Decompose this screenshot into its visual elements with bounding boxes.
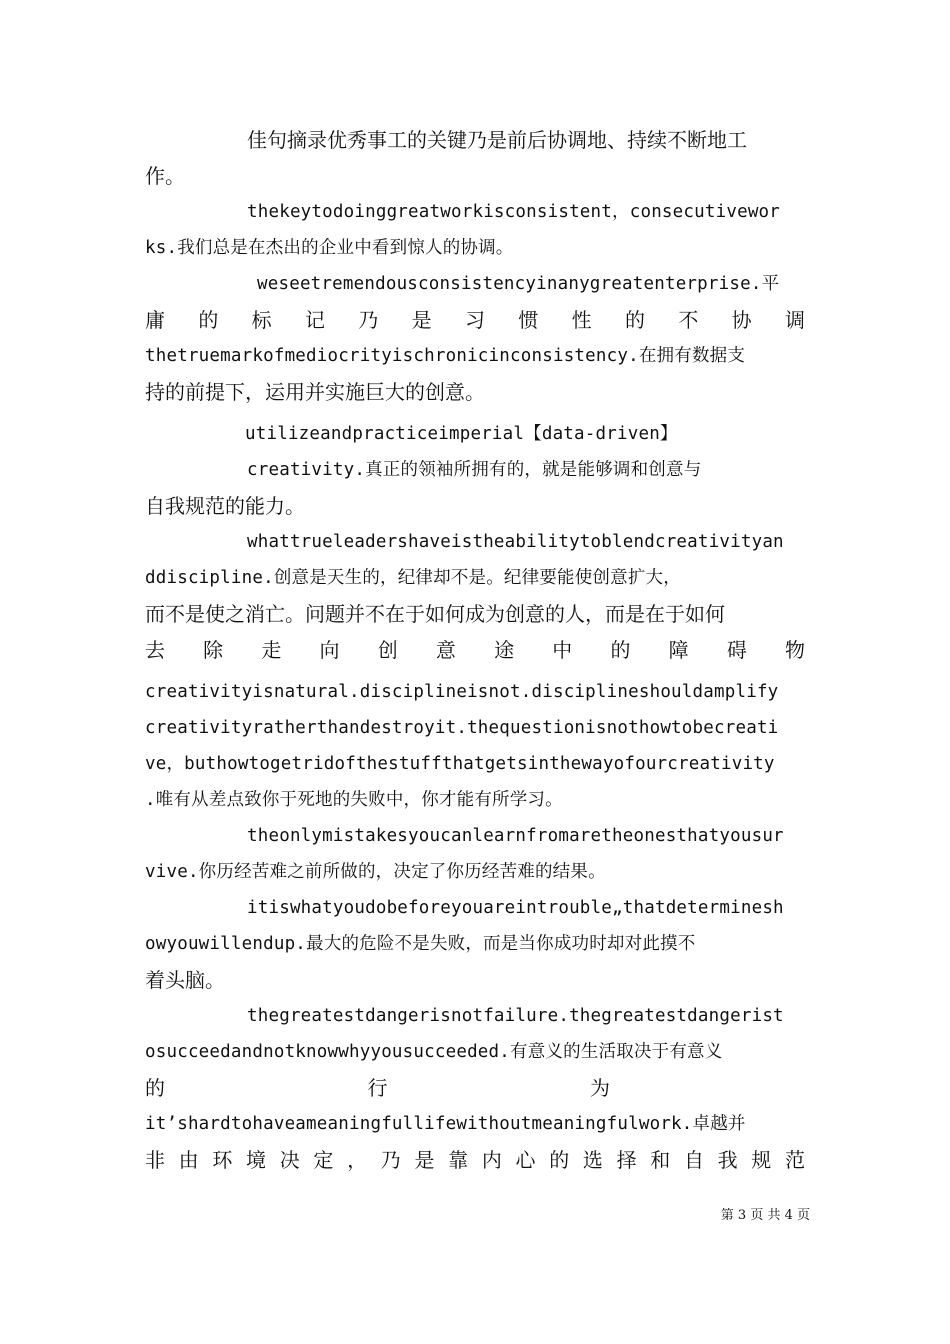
text-line: 佳句摘录优秀事工的关键乃是前后协调地、持续不断地工 <box>247 128 747 152</box>
text-line: thegreatestdangerisnotfailure.thegreatestdangerist <box>247 1006 784 1026</box>
text-line: owyouwillendup.最大的危险不是失败，而是当你成功时却对此摸不 <box>145 934 696 954</box>
text-line: 庸 的 标 记 乃 是 习 惯 性 的 不 协 调 <box>145 308 805 332</box>
text-line: whattrueleadershaveistheabilitytoblendcreativityan <box>247 532 784 552</box>
text-line: itiswhatyoudobeforeyouareintrouble„thatdeterminesh <box>247 898 784 918</box>
text-line: creativityisnatural.disciplineisnot.disciplineshouldamplify <box>145 682 779 702</box>
text-line: 作。 <box>145 164 185 188</box>
text-line: 而不是使之消亡。问题并不在于如何成为创意的人，而是在于如何 <box>145 602 725 626</box>
text-line: ddiscipline.创意是天生的，纪律却不是。纪律要能使创意扩大， <box>145 568 681 588</box>
text-line: thetruemarkofmediocrityischronicinconsistency.在拥有数据支 <box>145 346 746 366</box>
text-line: 持的前提下，运用并实施巨大的创意。 <box>145 380 485 404</box>
text-line: weseetremendousconsistencyinanygreatenterprise.平 <box>257 274 780 294</box>
text-line: creativity.真正的领袖所拥有的，就是能够调和创意与 <box>247 460 702 480</box>
text-line: .唯有从差点致你于死地的失败中，你才能有所学习。 <box>145 790 563 810</box>
text-line: theonlymistakesyoucanlearnfromaretheonesthatyousur <box>247 826 784 846</box>
text-line: creativityratherthandestroyit.thequestionisnothowtobecreati <box>145 718 779 738</box>
text-line: 自我规范的能力。 <box>145 494 305 518</box>
text-line: vive.你历经苦难之前所做的，决定了你历经苦难的结果。 <box>145 862 606 882</box>
page-number-footer: 第 3 页 共 4 页 <box>720 1208 810 1223</box>
text-line: it’shardtohaveameaningfullifewithoutmeaningfulwork.卓越并 <box>145 1114 746 1134</box>
text-line: 非 由 环 境 决 定 ， 乃 是 靠 内 心 的 选 择 和 自 我 规 范 <box>145 1148 805 1172</box>
text-line: ks.我们总是在杰出的企业中看到惊人的协调。 <box>145 238 514 258</box>
text-line: ve，buthowtogetridofthestuffthatgetsinthewayofourcreativity <box>145 754 775 774</box>
text-line: 着头脑。 <box>145 968 225 992</box>
text-line: 去 除 走 向 创 意 途 中 的 障 碍 物 <box>145 638 805 662</box>
text-line: thekeytodoinggreatworkisconsistent，consecutivewor <box>247 202 781 222</box>
text-line: 的 行 为 <box>145 1076 610 1100</box>
text-line: utilizeandpracticeimperial【data-driven】 <box>245 424 678 444</box>
text-line: osucceedandnotknowwhyyousucceeded.有意义的生活取决于有意义 <box>145 1042 723 1062</box>
